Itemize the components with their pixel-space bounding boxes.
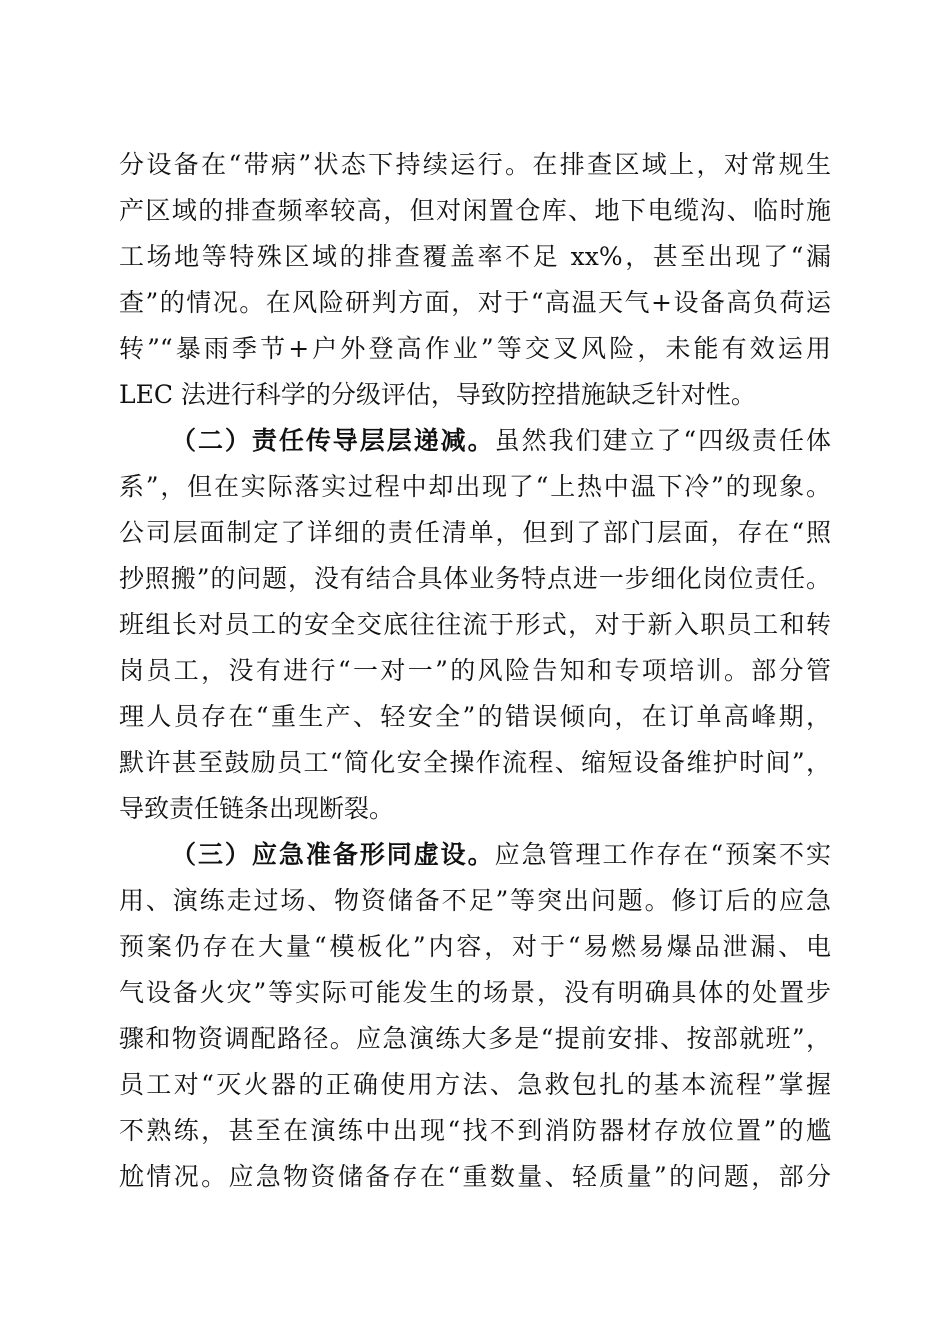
body-line: 气设备火灾”等实际可能发生的场景，没有明确具体的处置步 [119,978,831,1007]
body-line: LEC 法进行科学的分级评估，导致防控措施缺乏针对性。 [119,380,756,409]
body-line: 员工对“灭火器的正确使用方法、急救包扎的基本流程”掌握 [119,1070,831,1099]
body-line: 骤和物资调配路径。应急演练大多是“提前安排、按部就班”， [119,1024,831,1053]
body-line: 岗员工，没有进行“一对一”的风险告知和专项培训。部分管 [119,656,831,685]
paragraph-first-line [119,832,831,878]
body-line: 默许甚至鼓励员工“简化安全操作流程、缩短设备维护时间”， [119,748,831,777]
body-line: 抄照搬”的问题，没有结合具体业务特点进一步细化岗位责任。 [119,564,831,593]
body-line: 班组长对员工的安全交底往往流于形式，对于新入职员工和转 [119,610,831,639]
body-line: 用、演练走过场、物资储备不足”等突出问题。修订后的应急 [119,886,831,915]
paragraph-first-line [119,418,831,464]
body-line: 尬情况。应急物资储备存在“重数量、轻质量”的问题，部分 [119,1162,831,1191]
paragraph-text: 虽然我们建立了“四级责任体 [494,426,831,455]
document-body [119,142,831,1200]
paragraph-text: 应急管理工作存在“预案不实 [494,840,831,869]
body-line: 预案仍存在大量“模板化”内容，对于“易燃易爆品泄漏、电 [119,932,831,961]
section-heading-3: （三）应急准备形同虚设。 [171,840,495,869]
body-line: 工场地等特殊区域的排查覆盖率不足 xx%，甚至出现了“漏 [119,242,831,271]
body-line: 导致责任链条出现断裂。 [119,794,395,823]
body-line: 分设备在“带病”状态下持续运行。在排查区域上，对常规生 [119,150,831,179]
body-line: 理人员存在“重生产、轻安全”的错误倾向，在订单高峰期， [119,702,831,731]
section-heading-2: （二）责任传导层层递减。 [171,426,495,455]
body-line: 产区域的排查频率较高，但对闲置仓库、地下电缆沟、临时施 [119,196,831,225]
body-line: 系”，但在实际落实过程中却出现了“上热中温下冷”的现象。 [119,472,831,501]
body-line: 查”的情况。在风险研判方面，对于“高温天气+设备高负荷运 [119,288,831,317]
body-line: 不熟练，甚至在演练中出现“找不到消防器材存放位置”的尴 [119,1116,831,1145]
body-line: 公司层面制定了详细的责任清单，但到了部门层面，存在“照 [119,518,831,547]
body-line: 转”“暴雨季节+户外登高作业”等交叉风险，未能有效运用 [119,334,831,363]
